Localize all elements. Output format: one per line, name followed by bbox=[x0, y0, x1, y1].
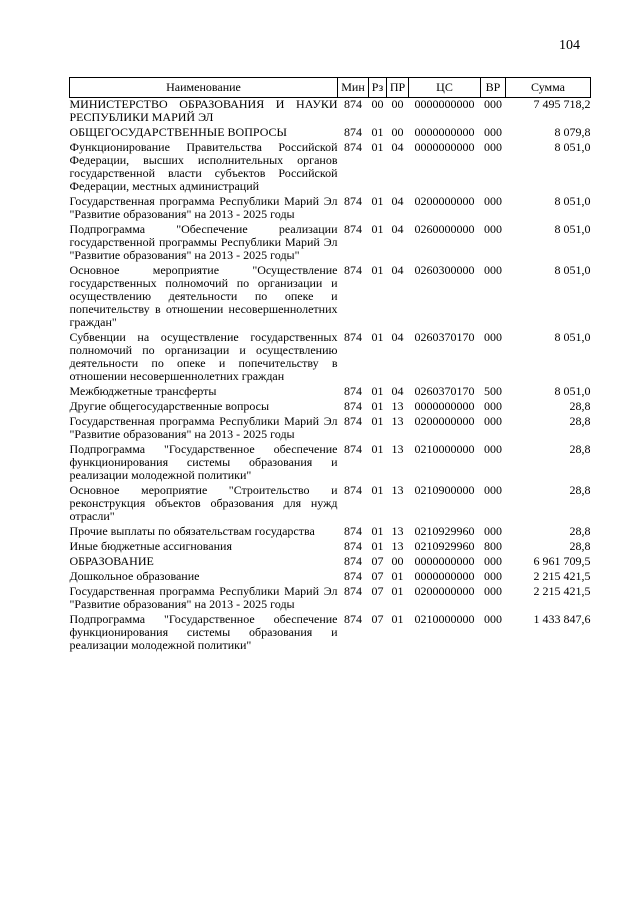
row-pr: 04 bbox=[391, 194, 404, 208]
row-pr: 13 bbox=[391, 539, 404, 553]
row-vr: 000 bbox=[484, 330, 502, 344]
row-vr: 000 bbox=[484, 612, 502, 626]
row-name: МИНИСТЕРСТВО ОБРАЗОВАНИЯ И НАУКИ РЕСПУБЛИКИ МАРИЙ ЭЛ bbox=[69, 97, 338, 124]
row-pr: 00 bbox=[391, 125, 404, 139]
row-sum: 28,8 bbox=[569, 483, 591, 497]
row-name: Основное мероприятие "Осуществление государственных полномочий по организации и осуществлению деятельности по опеке и попечительству в отношении несовершеннолетних граждан" bbox=[69, 263, 338, 329]
row-rz: 07 bbox=[371, 584, 384, 598]
row-sum: 1 433 847,6 bbox=[533, 612, 591, 626]
row-sum: 6 961 709,5 bbox=[533, 554, 591, 568]
row-rz: 01 bbox=[371, 140, 384, 154]
row-name: Подпрограмма "Государственное обеспечение функционирования системы образования и реализации молодежной политики" bbox=[69, 442, 338, 482]
row-cs: 0200000000 bbox=[414, 414, 475, 428]
row-pr: 04 bbox=[391, 330, 404, 344]
row-rz: 01 bbox=[371, 384, 384, 398]
row-min: 874 bbox=[344, 442, 362, 456]
row-rz: 07 bbox=[371, 554, 384, 568]
row-sum: 8 051,0 bbox=[554, 222, 591, 236]
row-min: 874 bbox=[344, 414, 362, 428]
table-row bbox=[70, 264, 591, 331]
row-min: 874 bbox=[344, 612, 362, 626]
row-vr: 000 bbox=[484, 414, 502, 428]
row-cs: 0210929960 bbox=[414, 539, 475, 553]
row-min: 874 bbox=[344, 554, 362, 568]
row-cs: 0210000000 bbox=[414, 612, 475, 626]
table-row bbox=[70, 555, 591, 570]
row-pr: 01 bbox=[391, 584, 404, 598]
column-header-rz: Рз bbox=[369, 78, 387, 98]
row-sum: 7 495 718,2 bbox=[533, 97, 591, 111]
row-min: 874 bbox=[344, 97, 362, 111]
row-pr: 13 bbox=[391, 442, 404, 456]
row-rz: 01 bbox=[371, 263, 384, 277]
row-cs: 0210900000 bbox=[414, 483, 475, 497]
table-row bbox=[70, 223, 591, 264]
table-row bbox=[70, 385, 591, 400]
row-cs: 0260000000 bbox=[414, 222, 475, 236]
row-vr: 000 bbox=[484, 524, 502, 538]
table-row bbox=[70, 141, 591, 195]
column-header-pr: ПР bbox=[387, 78, 409, 98]
table-header-row bbox=[70, 78, 591, 98]
table-row bbox=[70, 126, 591, 141]
column-header-name: Наименование bbox=[70, 78, 338, 98]
row-cs: 0000000000 bbox=[414, 399, 475, 413]
row-sum: 28,8 bbox=[569, 399, 591, 413]
row-cs: 0260300000 bbox=[414, 263, 475, 277]
row-sum: 2 215 421,5 bbox=[533, 584, 591, 598]
row-vr: 000 bbox=[484, 569, 502, 583]
row-rz: 07 bbox=[371, 612, 384, 626]
row-rz: 01 bbox=[371, 539, 384, 553]
row-min: 874 bbox=[344, 194, 362, 208]
row-cs: 0000000000 bbox=[414, 569, 475, 583]
row-name: Основное мероприятие "Строительство и реконструкция объектов образования для нужд отрасли" bbox=[69, 483, 338, 523]
table-row bbox=[70, 613, 591, 654]
row-rz: 00 bbox=[371, 97, 384, 111]
row-vr: 000 bbox=[484, 194, 502, 208]
row-vr: 000 bbox=[484, 442, 502, 456]
row-name: Функционирование Правительства Российской Федерации, высших исполнительных органов государственной власти субъектов Российской Федерации, местных администраций bbox=[69, 140, 338, 193]
row-pr: 04 bbox=[391, 222, 404, 236]
row-name: Межбюджетные трансферты bbox=[69, 384, 217, 398]
row-cs: 0260370170 bbox=[414, 384, 475, 398]
row-name: Дошкольное образование bbox=[69, 569, 200, 583]
row-vr: 000 bbox=[484, 222, 502, 236]
row-rz: 01 bbox=[371, 399, 384, 413]
table-row bbox=[70, 443, 591, 484]
row-cs: 0200000000 bbox=[414, 584, 475, 598]
row-name: Субвенции на осуществление государственных полномочий по организации и осуществлению деятельности по опеке и попечительству в отношении несовершеннолетних граждан bbox=[69, 330, 338, 383]
row-pr: 13 bbox=[391, 483, 404, 497]
table-row bbox=[70, 400, 591, 415]
row-min: 874 bbox=[344, 524, 362, 538]
row-sum: 8 051,0 bbox=[554, 263, 591, 277]
row-vr: 800 bbox=[484, 539, 502, 553]
row-name: Другие общегосударственные вопросы bbox=[69, 399, 270, 413]
row-min: 874 bbox=[344, 125, 362, 139]
row-vr: 000 bbox=[484, 584, 502, 598]
row-min: 874 bbox=[344, 222, 362, 236]
row-cs: 0210000000 bbox=[414, 442, 475, 456]
row-vr: 000 bbox=[484, 483, 502, 497]
row-cs: 0000000000 bbox=[414, 125, 475, 139]
row-pr: 00 bbox=[391, 97, 404, 111]
row-sum: 8 051,0 bbox=[554, 194, 591, 208]
row-cs: 0260370170 bbox=[414, 330, 475, 344]
row-min: 874 bbox=[344, 399, 362, 413]
row-vr: 000 bbox=[484, 554, 502, 568]
row-vr: 500 bbox=[484, 384, 502, 398]
row-sum: 8 051,0 bbox=[554, 330, 591, 344]
table-row bbox=[70, 484, 591, 525]
row-name: Подпрограмма "Обеспечение реализации государственной программы Республики Марий Эл "Развитие образования" на 2013 - 2025 годы" bbox=[69, 222, 338, 262]
row-sum: 28,8 bbox=[569, 414, 591, 428]
row-vr: 000 bbox=[484, 140, 502, 154]
row-pr: 01 bbox=[391, 612, 404, 626]
row-rz: 01 bbox=[371, 222, 384, 236]
table-row bbox=[70, 525, 591, 540]
budget-table bbox=[69, 77, 591, 654]
row-min: 874 bbox=[344, 569, 362, 583]
row-vr: 000 bbox=[484, 263, 502, 277]
row-pr: 01 bbox=[391, 569, 404, 583]
table-row bbox=[70, 540, 591, 555]
row-name: Иные бюджетные ассигнования bbox=[69, 539, 232, 553]
row-rz: 01 bbox=[371, 414, 384, 428]
row-sum: 28,8 bbox=[569, 539, 591, 553]
row-min: 874 bbox=[344, 384, 362, 398]
row-rz: 01 bbox=[371, 330, 384, 344]
column-header-sum: Сумма bbox=[506, 78, 591, 98]
row-name: Подпрограмма "Государственное обеспечение функционирования системы образования и реализации молодежной политики" bbox=[69, 612, 338, 652]
row-min: 874 bbox=[344, 263, 362, 277]
row-pr: 04 bbox=[391, 384, 404, 398]
row-cs: 0000000000 bbox=[414, 140, 475, 154]
row-rz: 01 bbox=[371, 125, 384, 139]
row-cs: 0210929960 bbox=[414, 524, 475, 538]
row-name: ОБЩЕГОСУДАРСТВЕННЫЕ ВОПРОСЫ bbox=[69, 125, 287, 139]
row-cs: 0200000000 bbox=[414, 194, 475, 208]
row-name: ОБРАЗОВАНИЕ bbox=[69, 554, 154, 568]
table-row bbox=[70, 98, 591, 127]
row-pr: 13 bbox=[391, 414, 404, 428]
row-vr: 000 bbox=[484, 399, 502, 413]
row-sum: 8 051,0 bbox=[554, 384, 591, 398]
row-min: 874 bbox=[344, 539, 362, 553]
row-name: Государственная программа Республики Марий Эл "Развитие образования" на 2013 - 2025 годы bbox=[69, 584, 338, 611]
row-pr: 13 bbox=[391, 524, 404, 538]
row-sum: 2 215 421,5 bbox=[533, 569, 591, 583]
row-cs: 0000000000 bbox=[414, 97, 475, 111]
row-pr: 04 bbox=[391, 140, 404, 154]
row-min: 874 bbox=[344, 330, 362, 344]
row-vr: 000 bbox=[484, 97, 502, 111]
table-row bbox=[70, 585, 591, 613]
row-rz: 01 bbox=[371, 524, 384, 538]
table-row bbox=[70, 570, 591, 585]
row-rz: 01 bbox=[371, 442, 384, 456]
row-sum: 8 079,8 bbox=[554, 125, 591, 139]
table-row bbox=[70, 331, 591, 385]
row-name: Государственная программа Республики Марий Эл "Развитие образования" на 2013 - 2025 годы bbox=[69, 414, 338, 441]
table-row bbox=[70, 195, 591, 223]
row-rz: 01 bbox=[371, 483, 384, 497]
column-header-min: Мин bbox=[338, 78, 369, 98]
row-sum: 28,8 bbox=[569, 442, 591, 456]
table-row bbox=[70, 415, 591, 443]
row-min: 874 bbox=[344, 483, 362, 497]
row-pr: 04 bbox=[391, 263, 404, 277]
row-sum: 8 051,0 bbox=[554, 140, 591, 154]
row-rz: 01 bbox=[371, 194, 384, 208]
page-number: 104 bbox=[559, 38, 580, 53]
row-cs: 0000000000 bbox=[414, 554, 475, 568]
row-name: Государственная программа Республики Марий Эл "Развитие образования" на 2013 - 2025 годы bbox=[69, 194, 338, 221]
row-sum: 28,8 bbox=[569, 524, 591, 538]
row-pr: 13 bbox=[391, 399, 404, 413]
column-header-cs: ЦС bbox=[409, 78, 481, 98]
row-min: 874 bbox=[344, 140, 362, 154]
row-min: 874 bbox=[344, 584, 362, 598]
row-vr: 000 bbox=[484, 125, 502, 139]
row-rz: 07 bbox=[371, 569, 384, 583]
row-name: Прочие выплаты по обязательствам государства bbox=[69, 524, 315, 538]
row-pr: 00 bbox=[391, 554, 404, 568]
column-header-vr: ВР bbox=[481, 78, 506, 98]
